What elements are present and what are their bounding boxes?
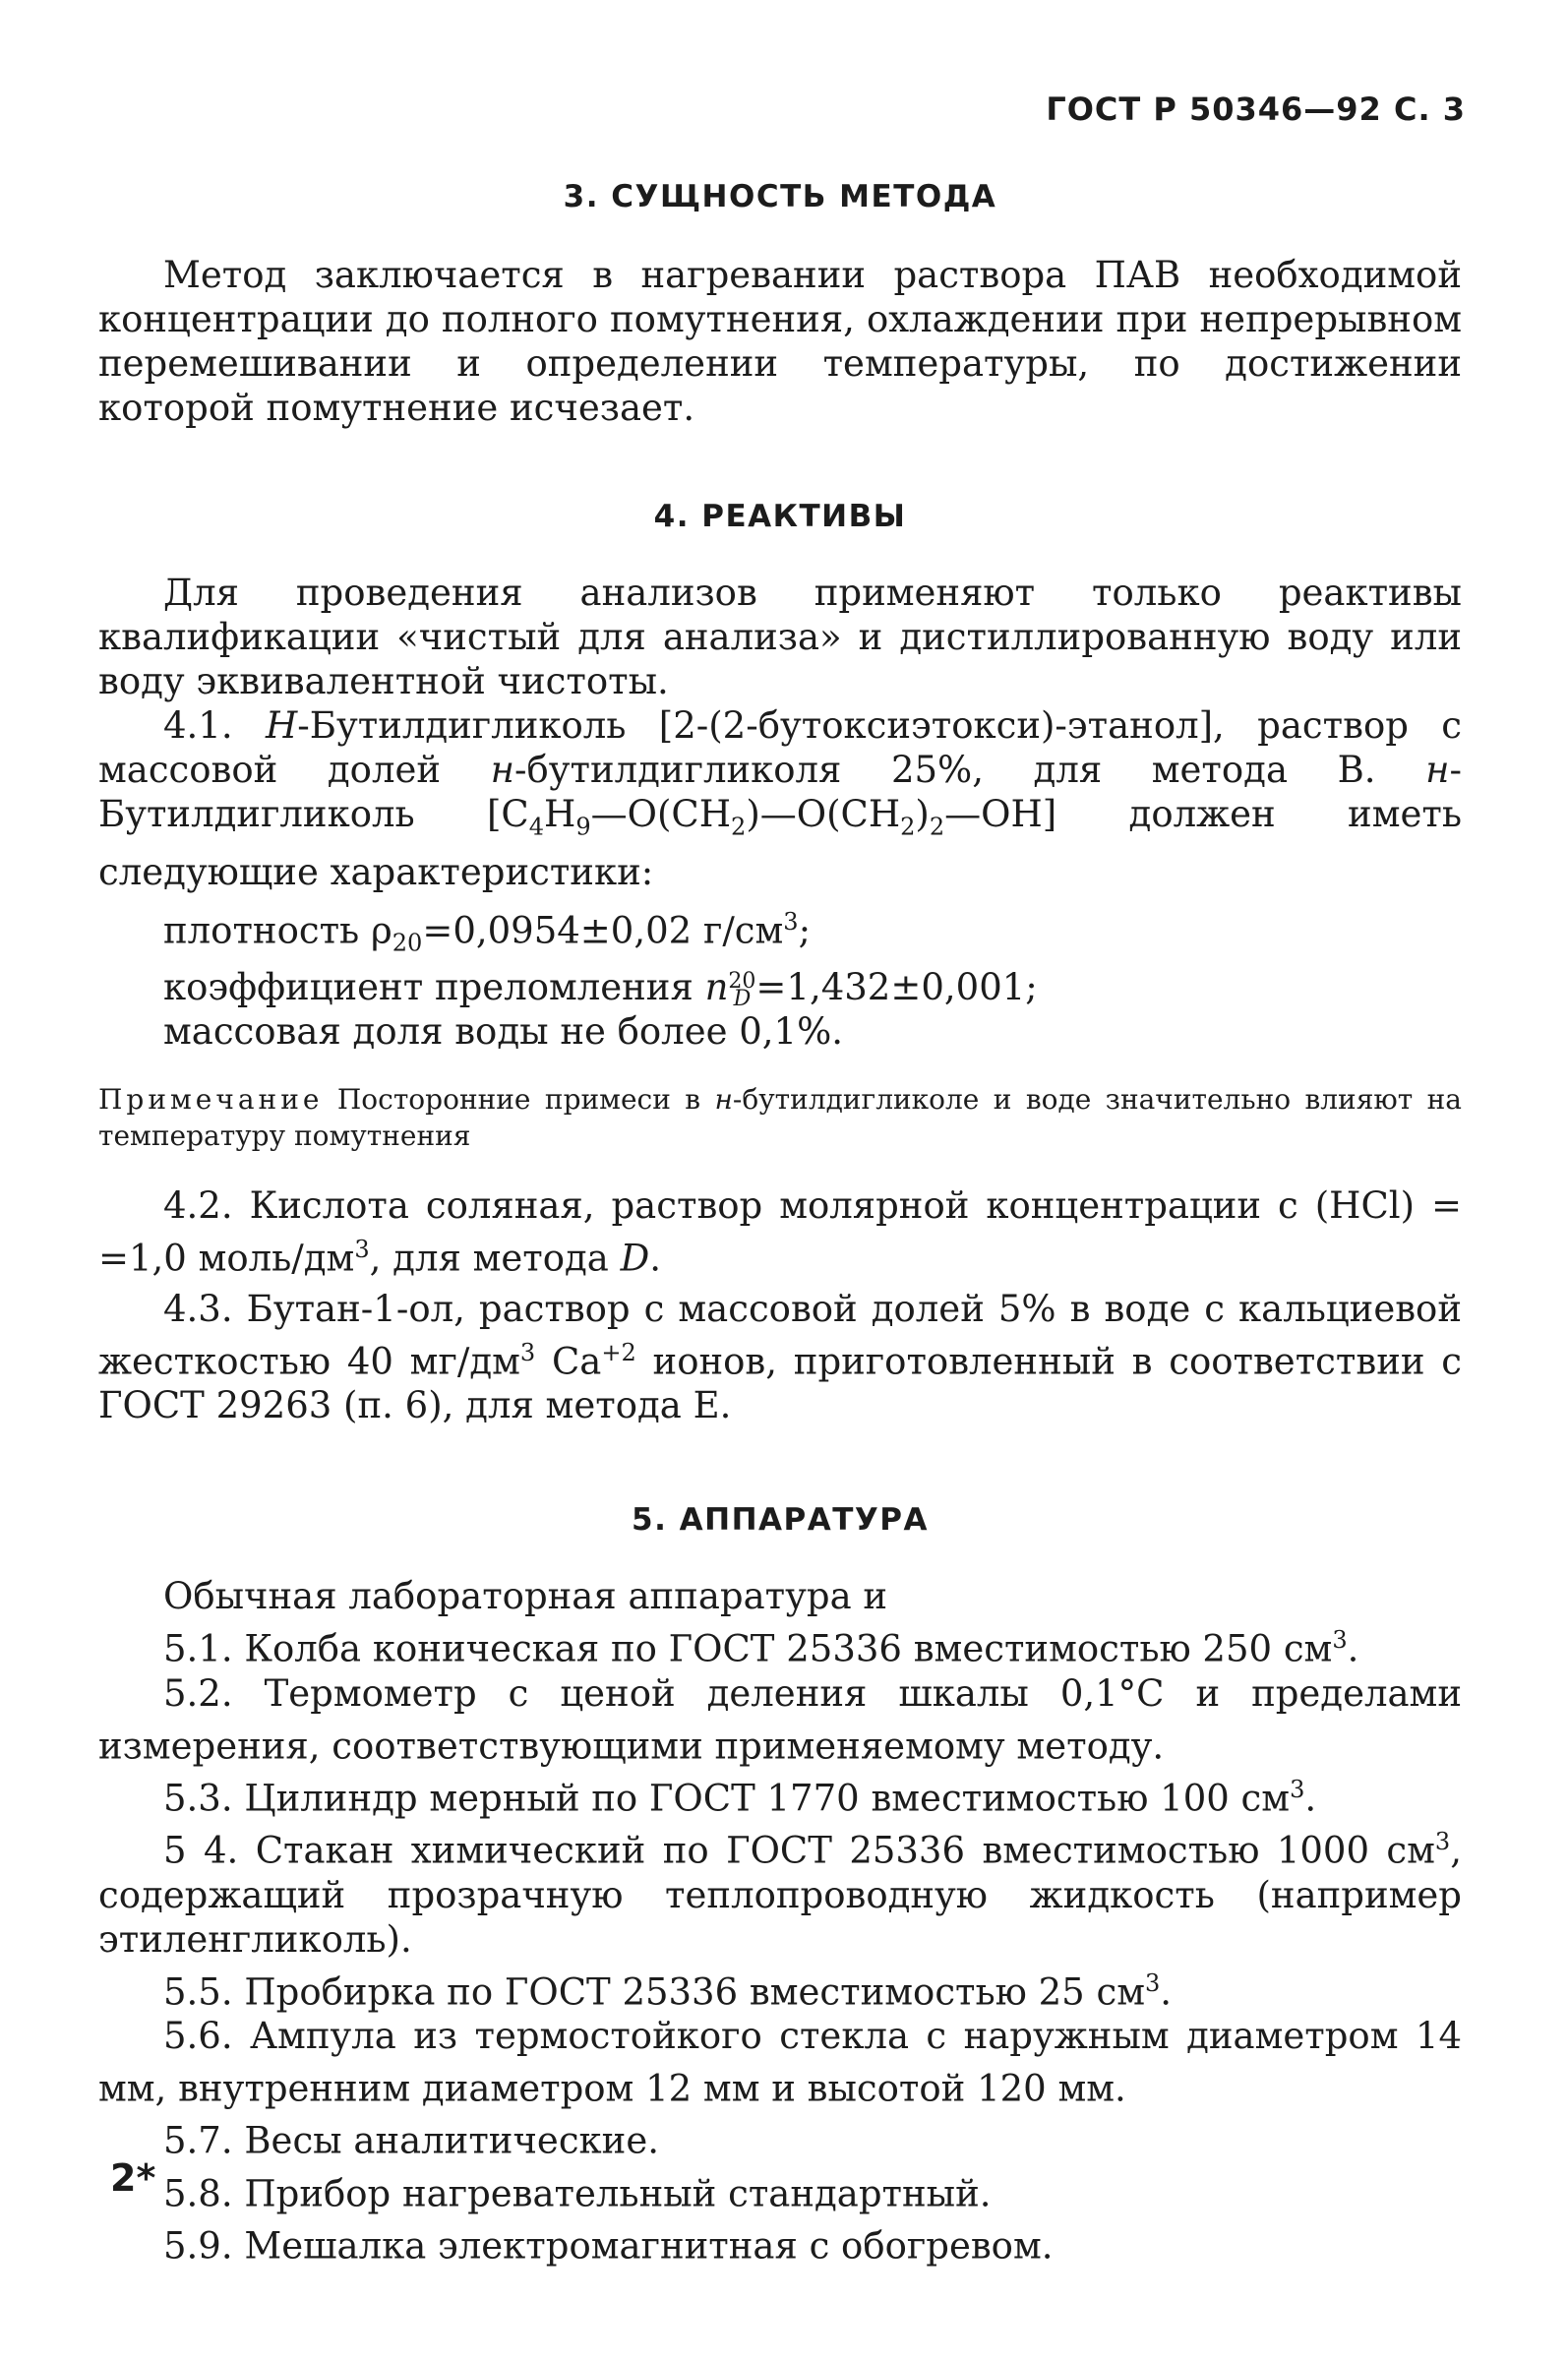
paragraph-4-2: 4.2. Кислота соляная, раствор молярной концентрации с (HCl) = =1,0 моль/$дм^3$, для метода D. — [98, 1184, 1462, 1280]
list-item: 5.2. Термометр с ценой деления шкалы 0,1°С и пределами измерения, соответствующими применяемому методу. — [98, 1671, 1462, 1767]
list-item: 5.8. Прибор нагревательный стандартный. — [163, 2171, 992, 2214]
section-4-title: 4. РЕАКТИВЫ — [653, 499, 907, 535]
section-3-title: 3. СУЩНОСТЬ МЕТОДА — [563, 179, 997, 214]
list-item: 5.9. Мешалка электромагнитная с обогревом. — [163, 2224, 1054, 2268]
document-body — [98, 179, 1462, 2268]
paragraph-4-1: 4.1. Н-Бутилдигликоль [2-(2-бутоксиэтокси)-этанол], раствор с массовой долей н-бутилдигликоля 25%, для метода В. н-Бутилдигликоль $[C_4H_9—O(CH_2)—O(CH_2)_2—OH]$ должен иметь следующие характеристики: — [98, 704, 1462, 893]
property-water: массовая доля воды не более 0,1%. — [163, 1010, 844, 1054]
page-header: ГОСТ Р 50346—92 С. 3 — [1046, 91, 1466, 128]
section-5-title: 5. АППАРАТУРА — [632, 1502, 929, 1539]
apparatus-list — [98, 1618, 1462, 2268]
section-3-body: Метод заключается в нагревании раствора ПАВ необходимой концентрации до полного помутнения, охлаждении при непрерывном перемешивании и определении температуры, по достижении которой помутнение исчезает. — [98, 254, 1462, 430]
list-item: 5.6. Ампула из термостойкого стекла с наружным диаметром 14 мм, внутренним диаметром 12 мм и высотой 120 мм. — [98, 2014, 1462, 2110]
list-item: 5.3. Цилиндр мерный по ГОСТ 1770 вместимостью 100 $см^3$. — [163, 1775, 1317, 1820]
note: Примечание Посторонние примеси в н-бутилдигликоле и воде значительно влияют на температуру помутнения — [98, 1083, 1463, 1153]
paragraph-4-3: 4.3. Бутан-1-ол, раствор с массовой долей 5% в воде с кальциевой жесткостью 40 $мг/дм^3$ $Ca^{+2}$ ионов, приготовленный в соответствии с ГОСТ 29263 (п. 6), для метода Е. — [98, 1287, 1462, 1427]
list-item: 5.5. Пробирка по ГОСТ 25336 вместимостью 25 $см^3$. — [163, 1968, 1173, 2013]
section-4-intro: Для проведения анализов применяют только реактивы квалификации «чистый для анализа» и дистиллированную воду или воду эквивалентной чистоты. — [98, 572, 1462, 703]
property-refraction: коэффициент преломления n 20 D =1,432±0,001; — [163, 966, 1038, 1011]
list-item: 5.7. Весы аналитические. — [163, 2119, 659, 2162]
list-item: 5.1. Колба коническая по ГОСТ 25336 вместимостью 250 $см^3$. — [163, 1626, 1359, 1670]
list-item: 5 4. Стакан химический по ГОСТ 25336 вместимостью 1000 $см^3$, содержащий прозрачную теплопроводную жидкость (например этиленгликоль). — [98, 1828, 1462, 1961]
page-signature-mark: 2* — [110, 2156, 156, 2200]
property-density: плотность $\rho_{20}=0,0954\pm 0,02$ $г/см^3$; — [163, 907, 812, 957]
section-5-intro: Обычная лабораторная аппаратура и — [163, 1575, 888, 1618]
